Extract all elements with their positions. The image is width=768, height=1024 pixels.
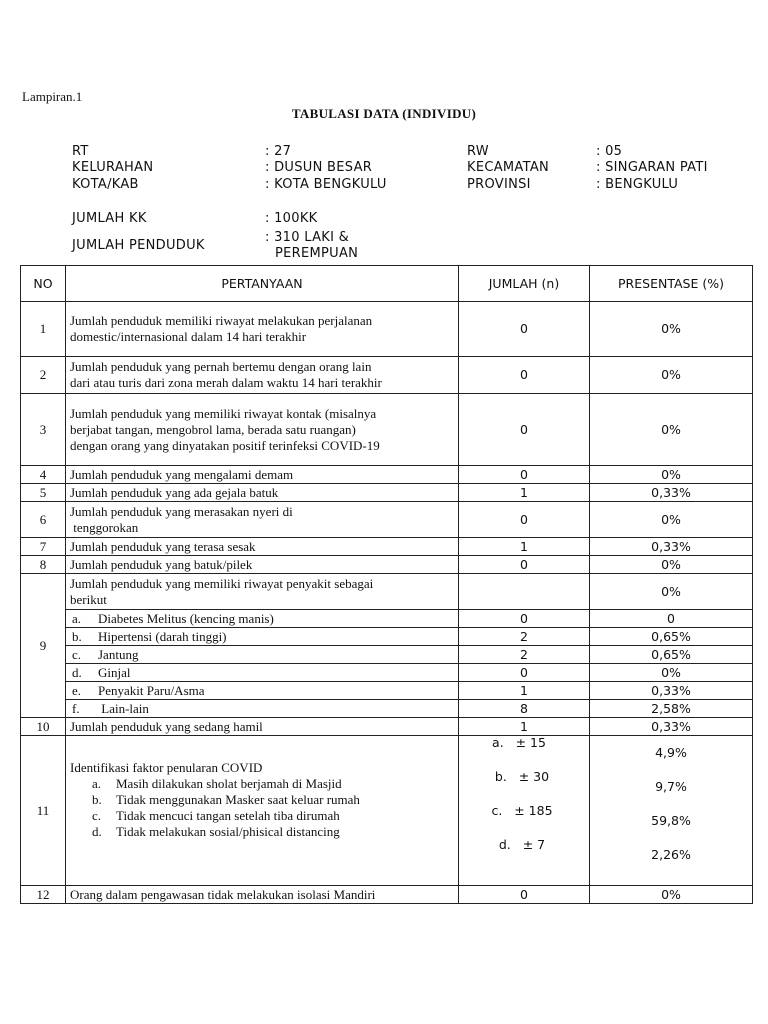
factor-item: c. Tidak mencuci tangan setelah tiba dirumah bbox=[92, 808, 340, 823]
row-presentase: 0,65% bbox=[590, 628, 753, 646]
row-jumlah: 2 bbox=[459, 646, 590, 664]
question-line: Identifikasi faktor penularan COVID bbox=[70, 760, 263, 775]
factor-item: b. Tidak menggunakan Masker saat keluar rumah bbox=[92, 792, 360, 807]
table-header-row bbox=[21, 266, 753, 302]
table-row bbox=[21, 502, 753, 538]
table-subrow bbox=[21, 682, 753, 700]
jumlah-kk-label: JUMLAH KK bbox=[72, 211, 147, 226]
row-jumlah: 2 bbox=[459, 628, 590, 646]
question-line: dengan orang yang dinyatakan positif terinfeksi COVID-19 bbox=[70, 437, 380, 453]
row-presentase: 0 bbox=[590, 610, 753, 628]
subrow-question bbox=[66, 646, 459, 664]
row-presentase: 2,58% bbox=[590, 700, 753, 718]
rt-label: RT bbox=[72, 144, 89, 159]
row-question: Orang dalam pengawasan tidak melakukan isolasi Mandiri bbox=[66, 886, 459, 904]
question-line: Jumlah penduduk memiliki riwayat melakukan perjalanan bbox=[70, 313, 373, 328]
table-row bbox=[21, 718, 753, 736]
factor-item: a. Masih dilakukan sholat berjamah di Masjid bbox=[92, 776, 342, 791]
row-jumlah: 0 bbox=[459, 664, 590, 682]
row-question: Jumlah penduduk yang sedang hamil bbox=[66, 718, 459, 736]
table-subrow bbox=[21, 628, 753, 646]
subrow-question bbox=[66, 682, 459, 700]
question-line: tenggorokan bbox=[70, 519, 139, 535]
sub-label: Jantung bbox=[98, 646, 139, 662]
row-question bbox=[66, 357, 459, 394]
jumlah-penduduk-value-line2: PEREMPUAN bbox=[275, 246, 359, 261]
row-jumlah: 0 bbox=[459, 610, 590, 628]
attachment-label: Lampiran.1 bbox=[22, 89, 83, 104]
row-no: 12 bbox=[21, 886, 66, 904]
factor-percent: 2,26% bbox=[651, 846, 691, 862]
factor-percent: 59,8% bbox=[651, 812, 691, 828]
sub-letter: b. bbox=[72, 628, 82, 644]
question-line: domestic/internasional dalam 14 hari terakhir bbox=[70, 329, 307, 344]
header-no: NO bbox=[21, 266, 66, 302]
rt-value: : 27 bbox=[265, 144, 292, 159]
row-presentase: 0% bbox=[590, 556, 753, 574]
document-title: TABULASI DATA (INDIVIDU) bbox=[291, 106, 477, 121]
row-no: 5 bbox=[21, 484, 66, 502]
provinsi-value: : BENGKULU bbox=[596, 177, 679, 192]
kelurahan-value: : DUSUN BESAR bbox=[265, 160, 373, 175]
row-question bbox=[66, 394, 459, 466]
factor-count: a. ± 15 bbox=[492, 734, 546, 750]
table-subrow bbox=[21, 664, 753, 682]
row-jumlah: 1 bbox=[459, 538, 590, 556]
sub-label: Hipertensi (darah tinggi) bbox=[98, 628, 227, 644]
row-question: Jumlah penduduk yang terasa sesak bbox=[66, 538, 459, 556]
data-table bbox=[20, 265, 753, 904]
factor-item: d. Tidak melakukan sosial/phisical distancing bbox=[92, 824, 340, 839]
subrow-question bbox=[66, 700, 459, 718]
jumlah-penduduk-value-line1: : 310 LAKI & bbox=[265, 230, 350, 245]
row-presentase: 0,65% bbox=[590, 646, 753, 664]
row-no: 11 bbox=[21, 736, 66, 886]
sub-letter: d. bbox=[72, 664, 82, 680]
subrow-question bbox=[66, 628, 459, 646]
table-row bbox=[21, 556, 753, 574]
row-jumlah: 0 bbox=[459, 394, 590, 466]
row-presentase: 0,33% bbox=[590, 538, 753, 556]
question-line: Jumlah penduduk yang memiliki riwayat penyakit sebagai bbox=[70, 575, 374, 591]
table-subrow bbox=[21, 646, 753, 664]
table-row bbox=[21, 466, 753, 484]
subrow-question bbox=[66, 664, 459, 682]
sub-letter: f. bbox=[72, 700, 80, 716]
row-no: 8 bbox=[21, 556, 66, 574]
row-jumlah: 0 bbox=[459, 886, 590, 904]
sub-letter: e. bbox=[72, 682, 82, 698]
row-jumlah: 0 bbox=[459, 502, 590, 538]
subrow-question bbox=[66, 610, 459, 628]
header-presentase: PRESENTASE (%) bbox=[590, 266, 753, 302]
row-presentase: 0% bbox=[590, 302, 753, 357]
kecamatan-label: KECAMATAN bbox=[467, 160, 550, 175]
question-line: dari atau turis dari zona merah dalam waktu 14 hari terakhir bbox=[70, 375, 382, 390]
row-jumlah: 1 bbox=[459, 484, 590, 502]
row-presentase: 0% bbox=[590, 394, 753, 466]
jumlah-penduduk-label: JUMLAH PENDUDUK bbox=[72, 238, 205, 253]
row-question bbox=[66, 574, 459, 610]
row-jumlah bbox=[459, 574, 590, 610]
factor-percent: 9,7% bbox=[655, 778, 687, 794]
sub-label: Lain-lain bbox=[98, 700, 149, 716]
row-jumlah: 0 bbox=[459, 302, 590, 357]
row-jumlah: 0 bbox=[459, 556, 590, 574]
question-line: Jumlah penduduk yang memiliki riwayat kontak (misalnya bbox=[70, 405, 377, 421]
row-no: 6 bbox=[21, 502, 66, 538]
table-row bbox=[21, 357, 753, 394]
row-jumlah: 0 bbox=[459, 357, 590, 394]
row-question: Jumlah penduduk yang ada gejala batuk bbox=[66, 484, 459, 502]
row-question bbox=[66, 736, 459, 886]
table-row bbox=[21, 886, 753, 904]
row-presentase: 0,33% bbox=[590, 682, 753, 700]
row-presentase: 0% bbox=[590, 664, 753, 682]
table-subrow bbox=[21, 700, 753, 718]
factor-count: b. ± 30 bbox=[494, 768, 550, 784]
question-line: berjabat tangan, mengobrol lama, berada satu ruangan) bbox=[70, 421, 356, 437]
row-no: 7 bbox=[21, 538, 66, 556]
kota-value: : KOTA BENGKULU bbox=[265, 177, 387, 192]
row-presentase: 0% bbox=[590, 574, 753, 610]
row-presentase bbox=[590, 736, 753, 886]
sub-label: Diabetes Melitus (kencing manis) bbox=[98, 610, 274, 626]
row-jumlah bbox=[459, 736, 590, 886]
question-line: Jumlah penduduk yang merasakan nyeri di bbox=[70, 503, 293, 519]
sub-label: Ginjal bbox=[98, 664, 131, 680]
row-no: 10 bbox=[21, 718, 66, 736]
header-jumlah: JUMLAH (n) bbox=[459, 266, 590, 302]
question-line: berikut bbox=[70, 591, 107, 607]
row-question: Jumlah penduduk yang mengalami demam bbox=[66, 466, 459, 484]
kota-label: KOTA/KAB bbox=[72, 177, 139, 192]
row-jumlah: 0 bbox=[459, 466, 590, 484]
kelurahan-label: KELURAHAN bbox=[72, 160, 154, 175]
table-row bbox=[21, 302, 753, 357]
row-question: Jumlah penduduk yang batuk/pilek bbox=[66, 556, 459, 574]
table-row bbox=[21, 736, 753, 886]
jumlah-kk-value: : 100KK bbox=[265, 211, 318, 226]
sub-label: Penyakit Paru/Asma bbox=[98, 682, 205, 698]
sub-letter: a. bbox=[72, 610, 82, 626]
row-presentase: 0% bbox=[590, 357, 753, 394]
row-question bbox=[66, 302, 459, 357]
row-presentase: 0% bbox=[590, 466, 753, 484]
factor-count: d. ± 7 bbox=[498, 836, 546, 852]
row-no: 9 bbox=[21, 574, 66, 718]
row-jumlah: 8 bbox=[459, 700, 590, 718]
factor-percent: 4,9% bbox=[655, 744, 687, 760]
table-row bbox=[21, 538, 753, 556]
row-no: 3 bbox=[21, 394, 66, 466]
row-presentase: 0,33% bbox=[590, 718, 753, 736]
table-row bbox=[21, 394, 753, 466]
rw-value: : 05 bbox=[596, 144, 623, 159]
kecamatan-value: : SINGARAN PATI bbox=[596, 160, 708, 175]
table-row bbox=[21, 484, 753, 502]
row-no: 2 bbox=[21, 357, 66, 394]
row-jumlah: 1 bbox=[459, 718, 590, 736]
sub-letter: c. bbox=[72, 646, 82, 662]
rw-label: RW bbox=[467, 144, 489, 159]
row-no: 4 bbox=[21, 466, 66, 484]
row-presentase: 0% bbox=[590, 886, 753, 904]
table-subrow bbox=[21, 610, 753, 628]
provinsi-label: PROVINSI bbox=[467, 177, 531, 192]
row-presentase: 0,33% bbox=[590, 484, 753, 502]
question-line: Jumlah penduduk yang pernah bertemu dengan orang lain bbox=[70, 359, 372, 374]
row-no: 1 bbox=[21, 302, 66, 357]
row-question bbox=[66, 502, 459, 538]
header-pertanyaan: PERTANYAAN bbox=[66, 266, 459, 302]
table-row bbox=[21, 574, 753, 610]
factor-count: c. ± 185 bbox=[491, 802, 553, 818]
row-jumlah: 1 bbox=[459, 682, 590, 700]
row-presentase: 0% bbox=[590, 502, 753, 538]
